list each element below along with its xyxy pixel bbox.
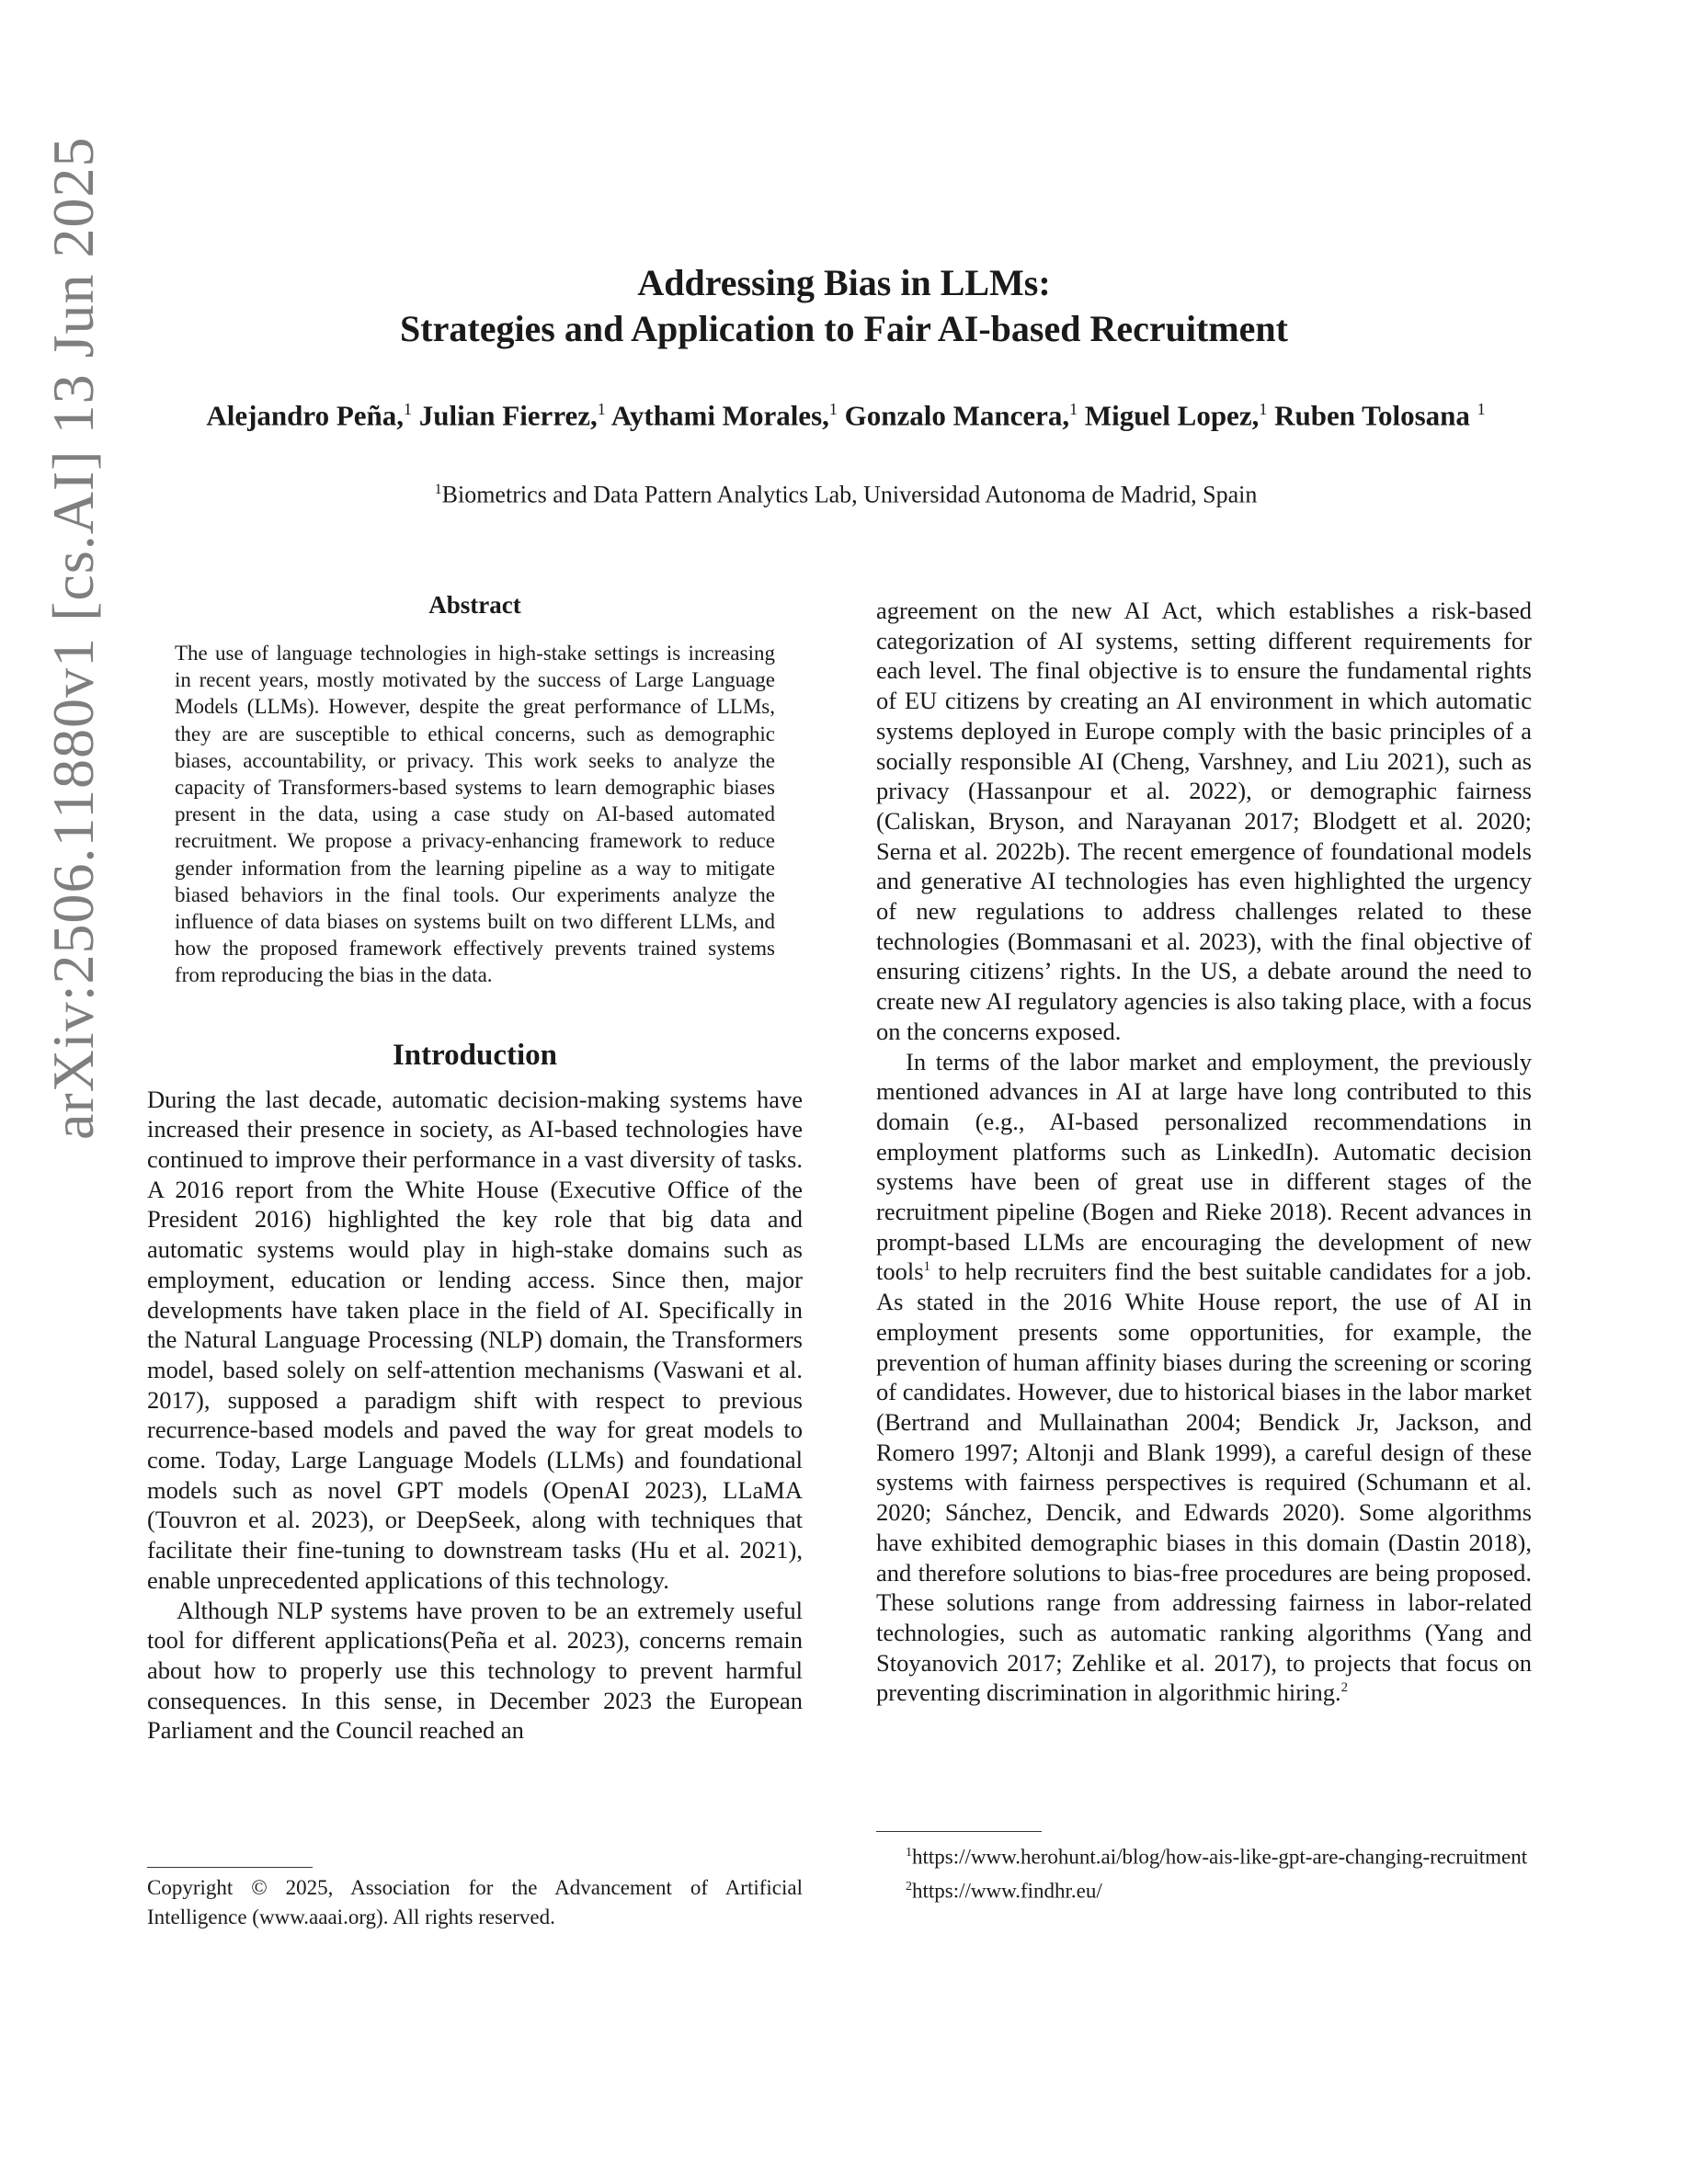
- author-name: Gonzalo Mancera,: [844, 399, 1070, 432]
- intro-paragraph-2-continued: agreement on the new AI Act, which establishes a risk-based categorization of AI systems, setting different requirements for each level. The final objective is to ensure the fundamental rights of EU citizens by creating an AI environment in which automatic systems deployed in Europe comply with the basic principles of a socially responsible AI (Cheng, Varshney, and Liu 2021), such as privacy (Hassanpour et al. 2022), or demographic fairness (Caliskan, Bryson, and Narayanan 2017; Blodgett et al. 2020; Serna et al. 2022b). The recent emergence of foundational models and generative AI technologies has even highlighted the urgency of new regulations to address challenges related to these technologies (Bommasani et al. 2023), with the final objective of ensuring citizens’ rights. In the US, a debate around the need to create new AI regulatory agencies is also taking place, with a focus on the concerns exposed.: [876, 597, 1532, 1045]
- copyright-notice: Copyright © 2025, Association for the Advancement of Artificial Intelligence (www.aaai.org). All rights reserved.: [147, 1876, 803, 1928]
- footnote-ref-2: 2: [1340, 1680, 1349, 1696]
- author-name: Alejandro Peña,: [206, 399, 405, 432]
- author-name: Miguel Lopez,: [1084, 399, 1260, 432]
- intro-paragraph-3: [876, 1047, 1532, 1708]
- footnote-mark: 2: [906, 1879, 912, 1894]
- author-list: [138, 389, 1554, 436]
- author-affil-mark: 1: [404, 400, 413, 418]
- footnote-item: [876, 1872, 1532, 1906]
- footnote-ref-1: 1: [923, 1259, 931, 1275]
- intro-paragraph-3-part-b: to help recruiters find the best suitable candidates for a job. As stated in the 2016 White House report, the use of AI in employment presents some opportunities, for example, the prevention of human affinity biases during the screening or scoring of candidates. However, due to historical biases in the labor market (Bertrand and Mullainathan 2004; Bendick Jr, Jackson, and Romero 1997; Altonji and Blank 1999), a careful design of these systems with fairness perspectives is required (Schumann et al. 2020; Sánchez, Dencik, and Edwards 2020). Some algorithms have exhibited demographic biases in this domain (Dastin 2018), and therefore solutions to bias-free procedures are being proposed. These solutions range from addressing fairness in labor-related technologies, such as automatic ranking algorithms (Yang and Stoyanovich 2017; Zehlike et al. 2017), to projects that focus on preventing discrimination in algorithmic hiring.: [876, 1257, 1532, 1707]
- author-name: Ruben Tolosana: [1274, 399, 1470, 432]
- intro-paragraph-2: Although NLP systems have proven to be an extremely useful tool for different applications(Peña et al. 2023), concerns remain about how to properly use this technology to prevent harmful consequences. In this sense, in December 2023 the European Parliament and the Council reached an: [147, 1596, 803, 1745]
- affiliation: [138, 474, 1554, 511]
- author-affil-mark: 1: [1259, 400, 1268, 418]
- affiliation-text: Biometrics and Data Pattern Analytics Lab, Universidad Autonoma de Madrid, Spain: [441, 481, 1258, 508]
- intro-paragraph-1: During the last decade, automatic decision-making systems have increased their presence in society, as AI-based technologies have continued to improve their performance in a vast diversity of tasks. A 2016 report from the White House (Executive Office of the President 2016) highlighted the key role that big data and automatic systems would play in high-stake domains such as employment, education or lending access. Since then, major developments have taken place in the field of AI. Specifically in the Natural Language Processing (NLP) domain, the Transformers model, based solely on self-attention mechanisms (Vaswani et al. 2017), supposed a paradigm shift with respect to previous recurrence-based models and paved the way for great models to come. Today, Large Language Models (LLMs) and foundational models such as novel GPT models (OpenAI 2023), LLaMA (Touvron et al. 2023), or DeepSeek, along with techniques that facilitate their fine-tuning to downstream tasks (Hu et al. 2021), enable unprecedented applications of this technology.: [147, 1085, 803, 1594]
- paper-title: [110, 260, 1578, 352]
- title-line-2: Strategies and Application to Fair AI-based Recruitment: [400, 308, 1288, 349]
- author-affil-mark: 1: [828, 400, 838, 418]
- footnote-link[interactable]: https://www.findhr.eu/: [912, 1879, 1102, 1903]
- footnote-rule: [876, 1831, 1042, 1832]
- author-name: Julian Fierrez,: [418, 399, 598, 432]
- abstract-heading: Abstract: [428, 591, 521, 619]
- copyright-rule: [147, 1867, 313, 1868]
- author-affil-mark: 1: [597, 400, 606, 418]
- intro-paragraph-3-part-a: In terms of the labor market and employment, the previously mentioned advances in AI at large have long contributed to this domain (e.g., AI-based personalized recommendations in employment platforms such as LinkedIn). Automatic decision systems have been of great use in different stages of the recruitment pipeline (Bogen and Rieke 2018). Recent advances in prompt-based LLMs are encouraging the development of new tools: [876, 1047, 1532, 1286]
- author-name: Aythami Morales,: [610, 399, 829, 432]
- footnote-link[interactable]: https://www.herohunt.ai/blog/how-ais-like-gpt-are-changing-recruitment: [912, 1845, 1528, 1869]
- title-line-1: Addressing Bias in LLMs:: [637, 262, 1051, 303]
- footnotes: [876, 1838, 1532, 1905]
- abstract-body: The use of language technologies in high-stake settings is increasing in recent years, mostly motivated by the success of Large Language Models (LLMs). However, despite the great performance of LLMs, they are are susceptible to ethical concerns, such as demographic biases, accountability, or privacy. This work seeks to analyze the capacity of Transformers-based systems to learn demographic biases present in the data, using a case study on AI-based automated recruitment. We propose a privacy-enhancing framework to reduce gender information from the learning pipeline as a way to mitigate biased behaviors in the final tools. Our experiments analyze the influence of data biases on systems built on two different LLMs, and how the proposed framework effectively prevents trained systems from reproducing the bias in the data.: [175, 642, 775, 987]
- footnote-mark: 1: [906, 1846, 912, 1860]
- introduction-heading: Introduction: [392, 1038, 558, 1072]
- arxiv-identifier-stamp: arXiv:2506.11880v1 [cs.AI] 13 Jun 2025: [40, 136, 106, 1140]
- left-column: [147, 588, 803, 1746]
- affiliation-mark: 1: [434, 482, 442, 497]
- footnote-item: [876, 1838, 1532, 1872]
- right-column: [876, 596, 1532, 1708]
- author-affil-mark: 1: [1477, 400, 1486, 418]
- author-affil-mark: 1: [1069, 400, 1078, 418]
